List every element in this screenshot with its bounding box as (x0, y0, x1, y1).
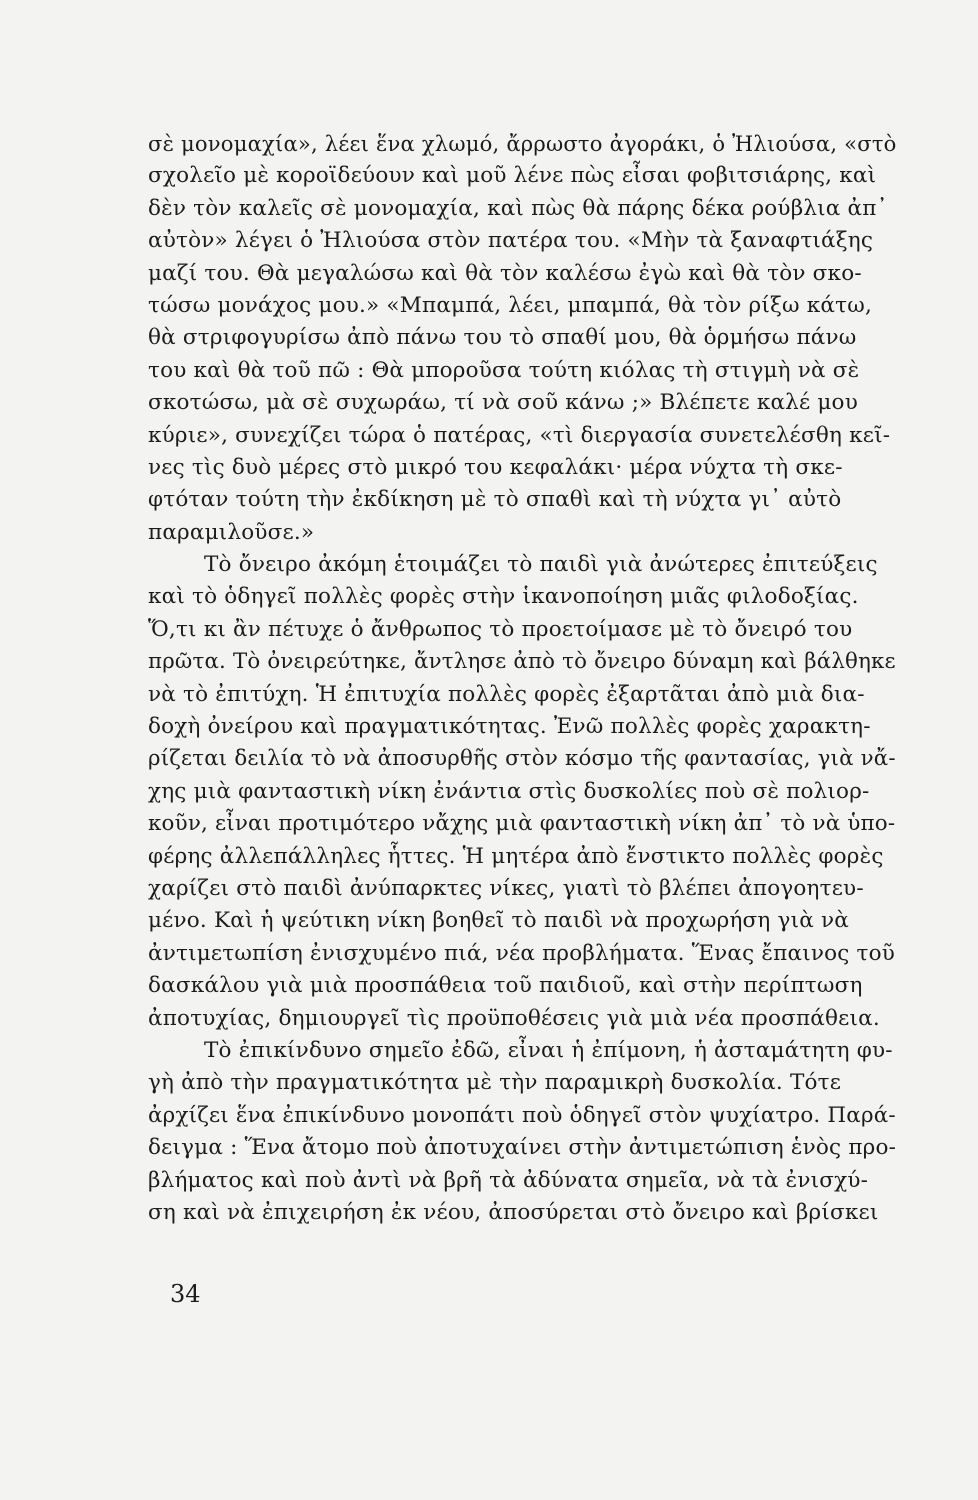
text-line: χαρίζει στὸ παιδὶ ἀνύπαρκτες νίκες, γιατὶ τὸ βλέπει ἀπογοητευ- (148, 875, 864, 901)
text-line: ση καὶ νὰ ἐπιχειρήση ἐκ νέου, ἀποσύρεται στὸ ὄνειρο καὶ βρίσκει (148, 1199, 879, 1225)
text-line: τώσω μονάχος μου.» «Μπαμπά, λέει, μπαμπά, θὰ τὸν ρίξω κάτω, (148, 292, 872, 318)
text-line: πρῶτα. Τὸ ὀνειρεύτηκε, ἄντλησε ἀπὸ τὸ ὄνειρο δύναμη καὶ βάλθηκε (148, 649, 896, 675)
text-line: κοῦν, εἶναι προτιμότερο νἄχης μιὰ φανταστικὴ νίκη ἀπ᾽ τὸ νὰ ὑπο- (148, 811, 896, 837)
text-line: βλήματος καὶ ποὺ ἀντὶ νὰ βρῆ τὰ ἀδύνατα σημεῖα, νὰ τὰ ἐνισχύ- (148, 1167, 869, 1193)
text-line: του καὶ θὰ τοῦ πῶ : Θὰ μποροῦσα τούτη κιόλας τὴ στιγμὴ νὰ σὲ (148, 357, 860, 383)
text-line: φτόταν τούτη τὴν ἐκδίκηση μὲ τὸ σπαθὶ καὶ τὴ νύχτα γι᾽ αὐτὸ (148, 487, 842, 513)
text-line: δοχὴ ὀνείρου καὶ πραγματικότητας. Ἐνῶ πολλὲς φορὲς χαρακτη- (148, 714, 871, 740)
text-line: δειγμα : Ἕνα ἄτομο ποὺ ἀποτυχαίνει στὴν ἀντιμετώπιση ἑνὸς προ- (148, 1135, 897, 1161)
text-line: φέρης ἀλλεπάλληλες ἧττες. Ἡ μητέρα ἀπὸ ἔνστικτο πολλὲς φορὲς (148, 843, 884, 869)
text-line: δασκάλου γιὰ μιὰ προσπάθεια τοῦ παιδιοῦ, καὶ στὴν περίπτωση (148, 973, 863, 999)
text-line: μαζί του. Θὰ μεγαλώσω καὶ θὰ τὸν καλέσω ἐγὼ καὶ θὰ τὸν σκο- (148, 260, 862, 286)
paragraph-start-line: Τὸ ἐπικίνδυνο σημεῖο ἐδῶ, εἶναι ἡ ἐπίμονη, ἡ ἀσταμάτητη φυ- (204, 1037, 893, 1063)
text-line: σχολεῖο μὲ κοροϊδεύουν καὶ μοῦ λένε πὼς εἶσαι φοβιτσιάρης, καὶ (148, 163, 877, 189)
text-line: παραμιλοῦσε.» (148, 519, 315, 545)
text-line: κύριε», συνεχίζει τώρα ὁ πατέρας, «τὶ διεργασία συνετελέσθη κεῖ- (148, 422, 891, 448)
text-line: Ὅ,τι κι ἂν πέτυχε ὁ ἄνθρωπος τὸ προετοίμασε μὲ τὸ ὄνειρό του (148, 616, 853, 642)
paragraph-start-line: Τὸ ὄνειρο ἀκόμη ἑτοιμάζει τὸ παιδὶ γιὰ ἀνώτερες ἐπιτεύξεις (204, 552, 878, 578)
text-line: νες τὶς δυὸ μέρες στὸ μικρό του κεφαλάκι· μέρα νύχτα τὴ σκε- (148, 454, 843, 480)
text-line: θὰ στριφογυρίσω ἀπὸ πάνω του τὸ σπαθί μου, θὰ ὁρμήσω πάνω (148, 325, 857, 351)
body-text (148, 128, 896, 1229)
page-number: 34 (170, 1280, 201, 1308)
text-line: χης μιὰ φανταστικὴ νίκη ἐνάντια στὶς δυσκολίες ποὺ σὲ πολιορ- (148, 778, 870, 804)
text-line: ἀντιμετωπίση ἐνισχυμένο πιά, νέα προβλήματα. Ἕνας ἔπαινος τοῦ (148, 940, 896, 966)
text-line: δὲν τὸν καλεῖς σὲ μονομαχία, καὶ πὼς θὰ πάρης δέκα ρούβλια ἀπ᾽ (148, 195, 888, 221)
text-line: γὴ ἀπὸ τὴν πραγματικότητα μὲ τὴν παραμικρὴ δυσκολία. Τότε (148, 1070, 842, 1096)
text-line: μένο. Καὶ ἡ ψεύτικη νίκη βοηθεῖ τὸ παιδὶ νὰ προχωρήση γιὰ νὰ (148, 908, 849, 934)
text-line: σκοτώσω, μὰ σὲ συχωράω, τί νὰ σοῦ κάνω ;» Βλέπετε καλέ μου (148, 390, 858, 416)
text-line: σὲ μονομαχία», λέει ἕνα χλωμό, ἄρρωστο ἀγοράκι, ὁ Ἠλιούσα, «στὸ (148, 131, 897, 156)
text-line: νὰ τὸ ἐπιτύχη. Ἡ ἐπιτυχία πολλὲς φορὲς ἐξαρτᾶται ἀπὸ μιὰ δια- (148, 681, 865, 707)
text-line: ἀρχίζει ἕνα ἐπικίνδυνο μονοπάτι ποὺ ὁδηγεῖ στὸν ψυχίατρο. Παρά- (148, 1102, 896, 1128)
text-line: ἀποτυχίας, δημιουργεῖ τὶς προϋποθέσεις γιὰ μιὰ νέα προσπάθεια. (148, 1005, 880, 1031)
text-line: ρίζεται δειλία τὸ νὰ ἀποσυρθῆς στὸν κόσμο τῆς φαντασίας, γιὰ νἄ- (148, 746, 896, 772)
text-line: αὐτὸν» λέγει ὁ Ἠλιούσα στὸν πατέρα του. «Μὴν τὰ ξαναφτιάξης (148, 228, 874, 254)
text-line: καὶ τὸ ὁδηγεῖ πολλὲς φορὲς στὴν ἱκανοποίηση μιᾶς φιλοδοξίας. (148, 584, 859, 610)
